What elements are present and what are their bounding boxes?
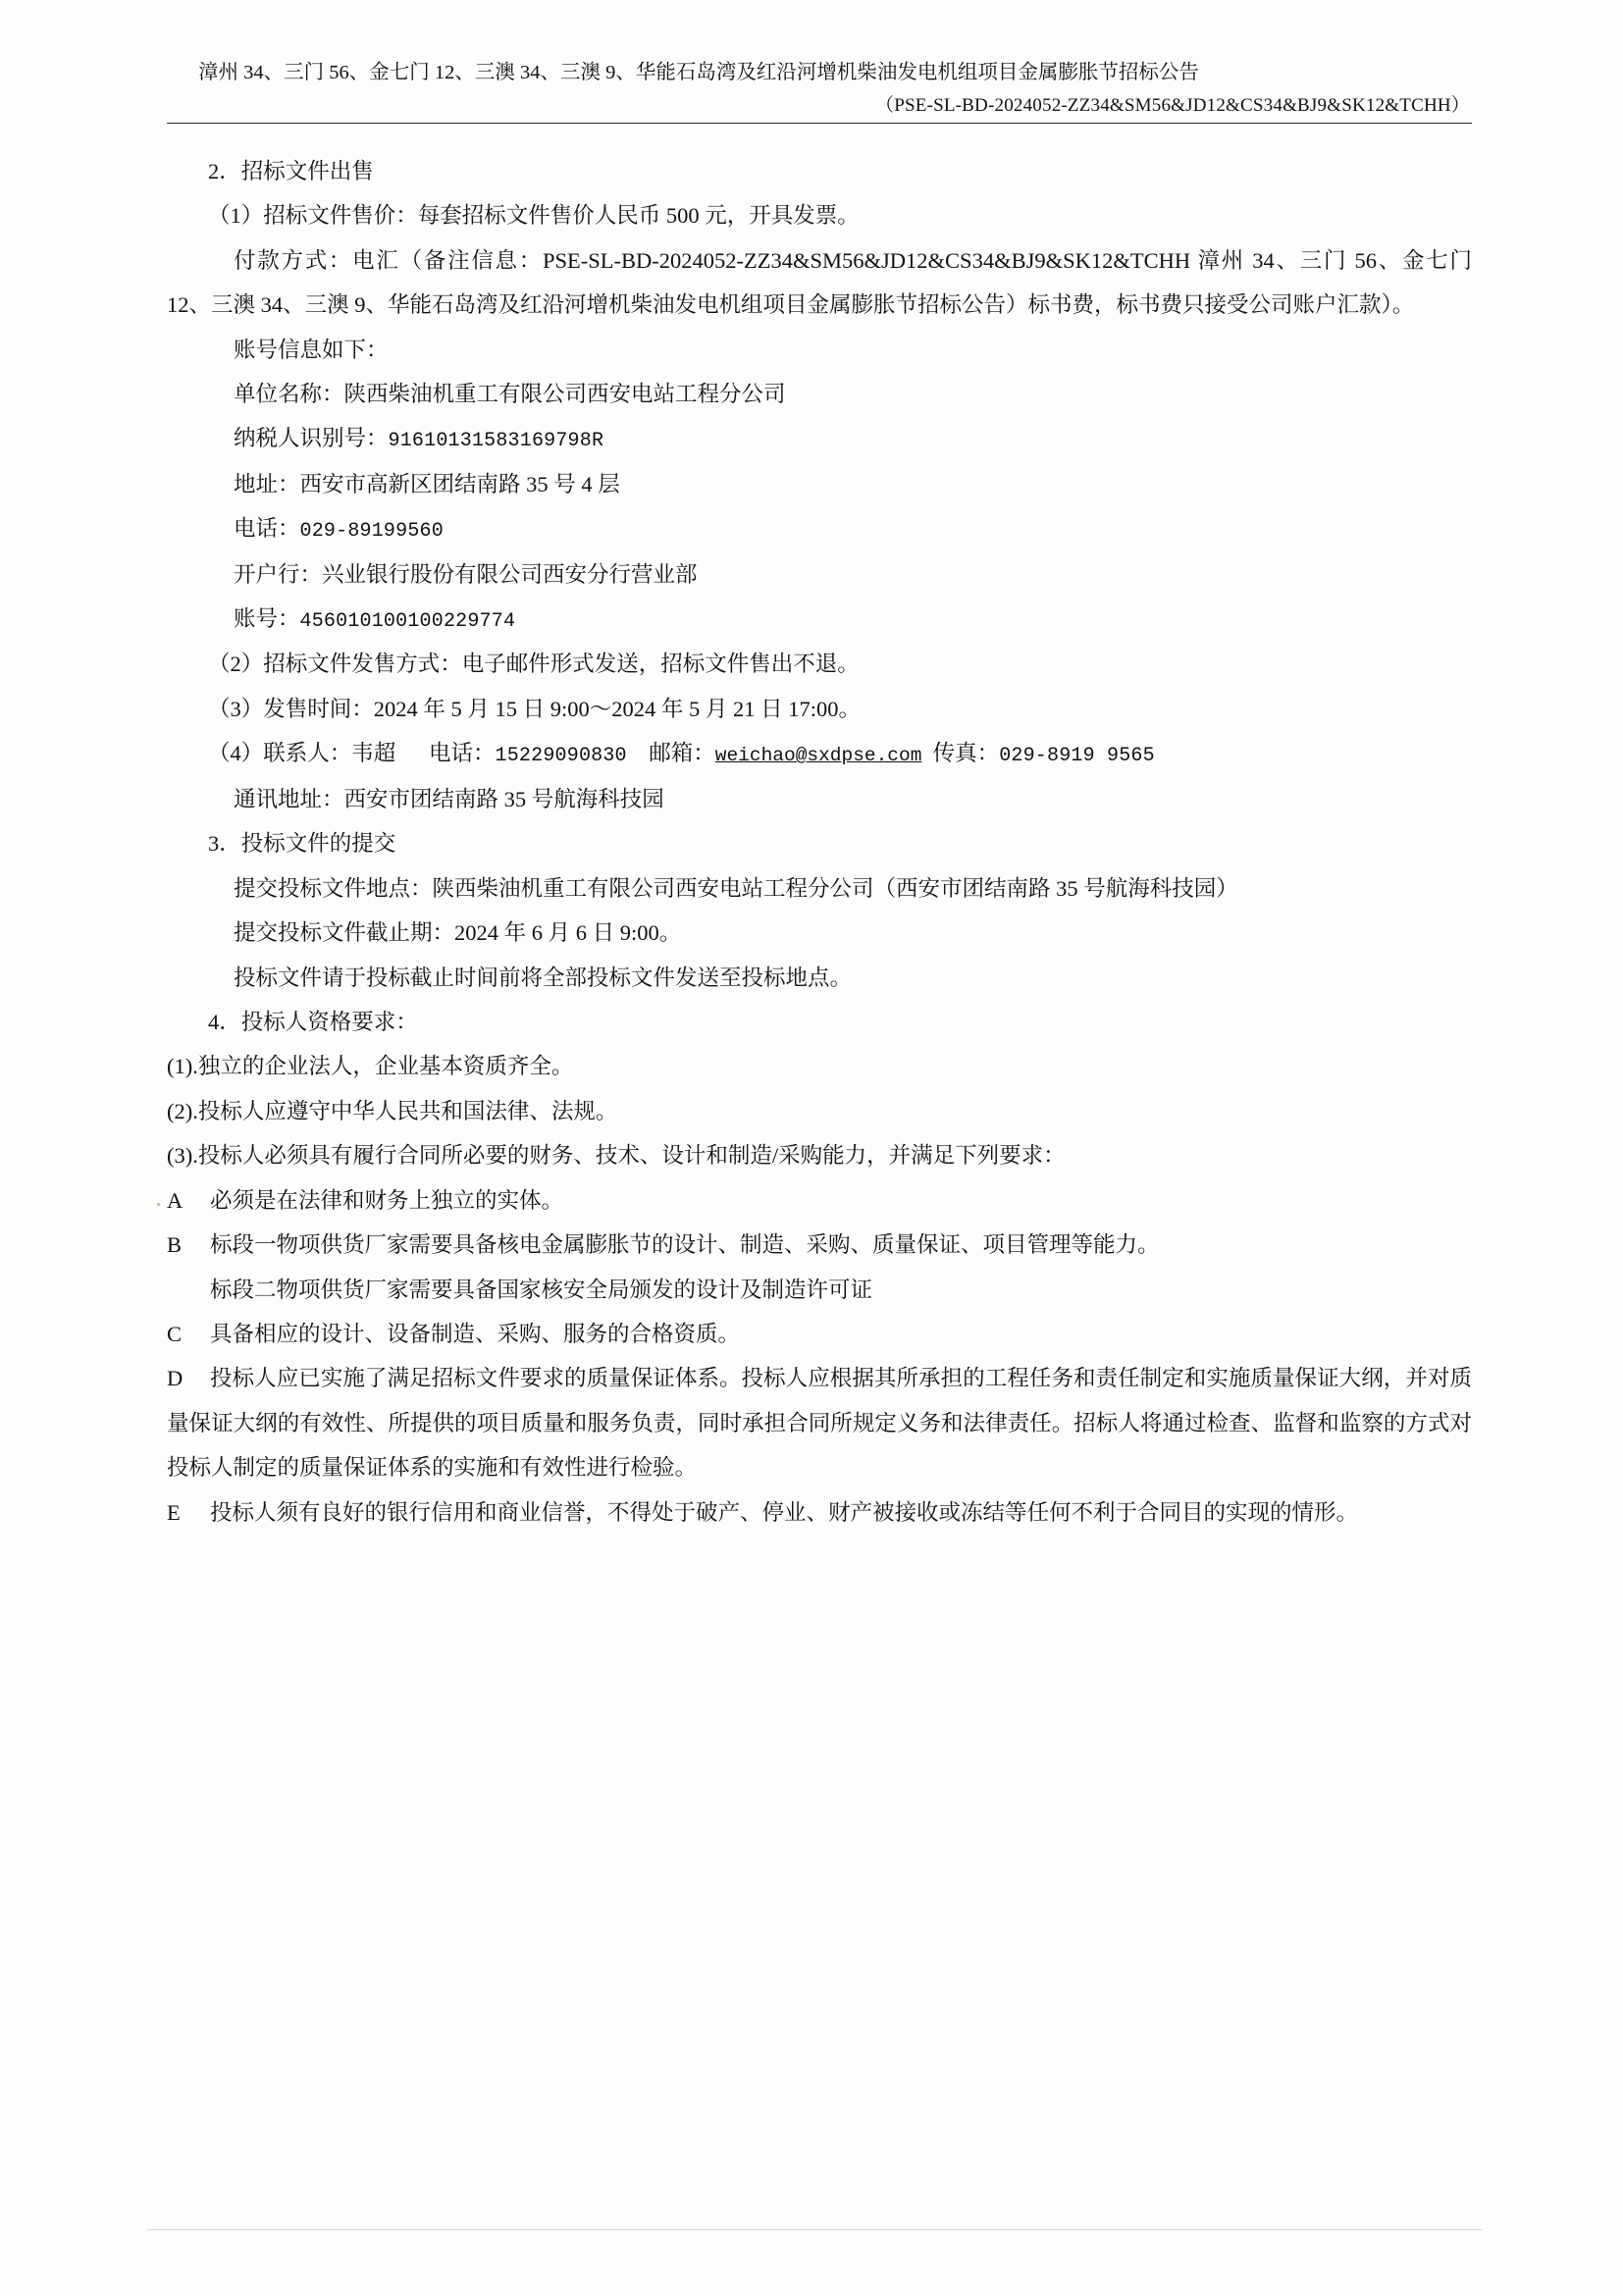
- document-body: [167, 149, 1472, 1535]
- requirement-d-text: 投标人应已实施了满足招标文件要求的质量保证体系。投标人应根据其所承担的工程任务和责任制定和实施质量保证大纲，并对质量保证大纲的有效性、所提供的项目质量和服务负责，同时承担合同所规定义务和法律责任。招标人将通过检查、监督和监察的方式对投标人制定的质量保证体系的实施和有效性进行检验。: [167, 1366, 1472, 1481]
- account-company-value: 陕西柴油机重工有限公司西安电站工程分公司: [343, 382, 786, 406]
- section-4-title: 4．投标人资格要求：: [208, 1009, 418, 1034]
- account-bank-value: 兴业银行股份有限公司西安分行营业部: [322, 561, 698, 587]
- requirement-c-letter: C: [167, 1322, 183, 1346]
- account-taxid-label: 纳税人识别号：: [234, 426, 389, 451]
- account-address: [167, 462, 1472, 506]
- requirement-a-text: 必须是在法律和财务上独立的实体。: [210, 1187, 564, 1213]
- section-3-title: 3．投标文件的提交: [208, 831, 396, 857]
- paper-speck: [157, 1203, 160, 1206]
- contact-person: （4）联系人：韦超: [208, 741, 396, 766]
- contact-phone-value: 15229090830: [495, 745, 627, 768]
- page-header: [167, 57, 1472, 124]
- section-4-item-2: (2).投标人应遵守中华人民共和国法律、法规。: [167, 1098, 618, 1123]
- contact-fax-value: 029-8919 9565: [999, 745, 1155, 768]
- section-2-1-price: （1）招标文件售价：每套招标文件售价人民币 500 元，开具发票。: [208, 203, 860, 229]
- account-number-label: 账号：: [234, 606, 300, 632]
- account-phone-value: 029-89199560: [299, 520, 444, 544]
- requirement-e: [167, 1490, 1472, 1535]
- account-phone: [167, 506, 1472, 551]
- header-code-line: （PSE-SL-BD-2024052-ZZ34&SM56&JD12&CS34&BJ9&SK12&TCHH）: [875, 94, 1470, 116]
- account-bank: [167, 552, 1472, 597]
- requirement-b-letter: B: [167, 1232, 183, 1258]
- requirement-b-second-line: [167, 1268, 1472, 1312]
- section-2-title: 2．招标文件出售: [208, 158, 374, 183]
- account-number-value: 456010100100229774: [299, 610, 516, 634]
- contact-phone-label: 电话：: [429, 741, 496, 766]
- contact-mailing-address: 通讯地址：西安市团结南路 35 号航海科技园: [234, 786, 664, 811]
- header-divider: [167, 123, 1472, 124]
- account-taxid: [167, 416, 1472, 461]
- account-number: [167, 597, 1472, 642]
- account-company-label: 单位名称：: [234, 382, 344, 406]
- account-info-intro: 账号信息如下：: [234, 337, 389, 362]
- account-address-value: 西安市高新区团结南路 35 号 4 层: [299, 471, 620, 496]
- requirement-b-text: 标段一物项供货厂家需要具备核电金属膨胀节的设计、制造、采购、质量保证、项目管理等能力。: [210, 1232, 1160, 1258]
- requirement-d-letter: D: [167, 1366, 183, 1391]
- account-bank-label: 开户行：: [234, 561, 323, 587]
- requirement-e-letter: E: [167, 1499, 181, 1525]
- requirement-d: [167, 1356, 1472, 1489]
- header-title-line: 漳州 34、三门 56、金七门 12、三澳 34、三澳 9、华能石岛湾及红沿河增机柴油发电机组项目金属膨胀节招标公告: [198, 62, 1199, 83]
- requirement-a-letter: A: [167, 1187, 183, 1213]
- section-3-submit-place: 提交投标文件地点：陕西柴油机重工有限公司西安电站工程分公司（西安市团结南路 35 号航海科技园）: [234, 875, 1238, 901]
- contact-fax-label: 传真：: [932, 741, 1000, 766]
- requirement-b: [167, 1223, 1472, 1267]
- section-2-4-contact: [167, 731, 1472, 776]
- section-2-2-delivery: （2）招标文件发售方式：电子邮件形式发送，招标文件售出不退。: [208, 652, 860, 677]
- requirement-e-text: 投标人须有良好的银行信用和商业信誉，不得处于破产、停业、财产被接收或冻结等任何不利于合同目的实现的情形。: [210, 1499, 1359, 1525]
- account-address-label: 地址：: [234, 471, 300, 496]
- contact-email-value[interactable]: weichao@sxdpse.com: [714, 745, 922, 767]
- requirement-c-text: 具备相应的设计、设备制造、采购、服务的合格资质。: [210, 1322, 741, 1346]
- account-taxid-value: 91610131583169798R: [388, 430, 604, 453]
- section-2-3-sale-time: （3）发售时间：2024 年 5 月 15 日 9:00～2024 年 5 月 21 日 17:00。: [208, 696, 862, 721]
- section-4-item-3: (3).投标人必须具有履行合同所必要的财务、技术、设计和制造/采购能力，并满足下列要求：: [167, 1143, 1066, 1169]
- account-phone-label: 电话：: [234, 516, 300, 542]
- section-4-item-1: (1).独立的企业法人，企业基本资质齐全。: [167, 1054, 574, 1079]
- page-content: [167, 57, 1472, 1535]
- contact-email-label: 邮箱：: [649, 741, 715, 766]
- section-3-note: 投标文件请于投标截止时间前将全部投标文件发送至投标地点。: [234, 965, 853, 990]
- requirement-b-text2: 标段二物项供货厂家需要具备国家核安全局颁发的设计及制造许可证: [210, 1277, 873, 1302]
- account-company: [167, 372, 1472, 416]
- section-2-payment-method: 付款方式：电汇（备注信息：PSE-SL-BD-2024052-ZZ34&SM56&JD12&CS34&BJ9&SK12&TCHH 漳州 34、三门 56、金七门 12、三澳 34、三澳 9、华能石岛湾及红沿河增机柴油发电机组项目金属膨胀节招标公告）标书费，标书费只接受公司账户汇款）。: [167, 247, 1472, 318]
- requirement-c: [167, 1312, 1472, 1356]
- footer-divider: [147, 2229, 1482, 2230]
- requirement-a: [167, 1178, 1472, 1223]
- section-3-deadline: 提交投标文件截止期：2024 年 6 月 6 日 9:00。: [234, 920, 682, 946]
